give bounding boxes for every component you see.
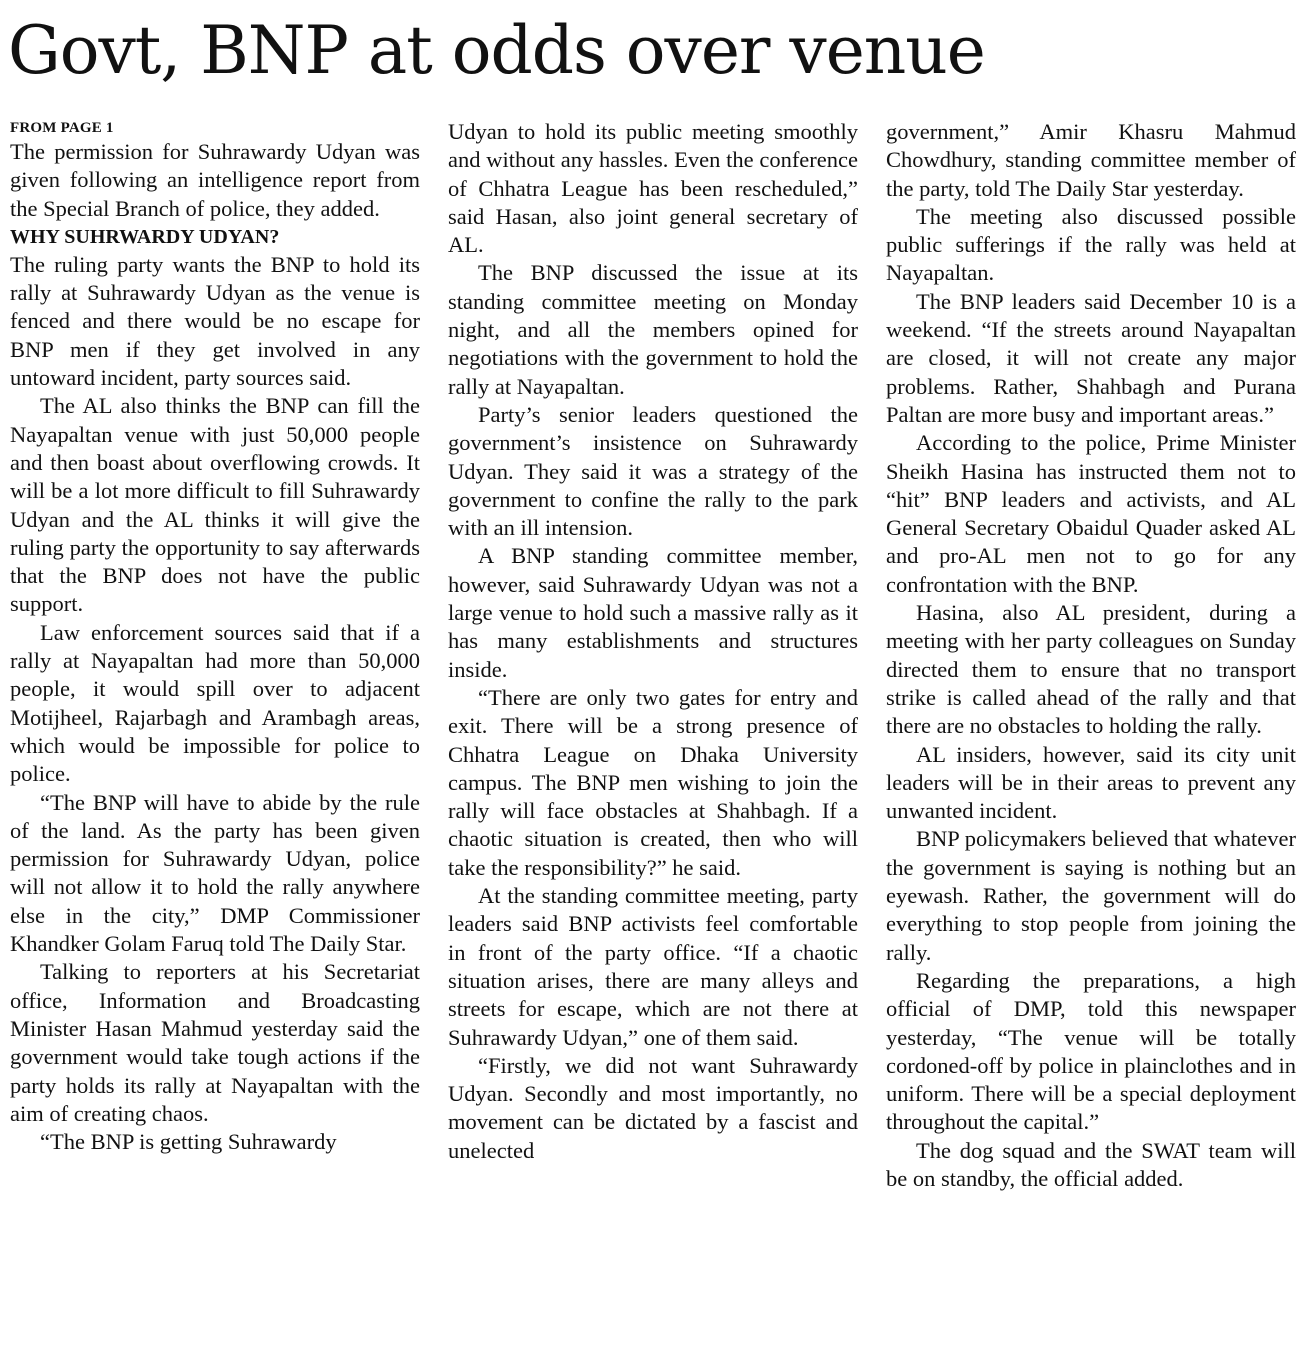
headline: Govt, BNP at odds over venue [8,12,985,89]
paragraph: The permission for Suhrawardy Udyan was given following an intelligence report from the Special Branch of police, they added. [10,139,420,221]
article-column-2 [448,118,858,1343]
paragraph: Udyan to hold its public meeting smoothly and without any hassles. Even the conference of Chhatra League has been rescheduled,” said Hasan, also joint general secretary of AL. [448,119,858,258]
paragraph: The meeting also discussed possible public sufferings if the rally was held at Nayapaltan. [886,203,1296,286]
paragraph: The BNP leaders said December 10 is a weekend. “If the streets around Nayapaltan are closed, it will not create any major problems. Rather, Shahbagh and Purana Paltan are more busy and important areas.” [886,288,1296,427]
paragraph: AL insiders, however, said its city unit leaders will be in their areas to prevent any unwanted incident. [886,741,1296,824]
paragraph: Party’s senior leaders questioned the government’s insistence on Suhrawardy Udyan. They said it was a strategy of the government to confine the rally to the park with an ill intension. [448,401,858,541]
paragraph: According to the police, Prime Minister Sheikh Hasina has instructed them not to “hit” BNP leaders and activists, and AL General Secretary Obaidul Quader asked AL and pro-AL men not to go for any confrontation with the BNP. [886,430,1296,597]
kicker: FROM PAGE 1 [10,120,114,136]
paragraph: government,” Amir Khasru Mahmud Chowdhury, standing committee member of the party, told The Daily Star yesterday. [886,119,1296,201]
subheading: WHY SUHRWARDY UDYAN? [10,225,280,248]
paragraph: Hasina, also AL president, during a meeting with her party colleagues on Sunday directed them to ensure that no transport strike is called ahead of the rally and that there are no obstacles to holding the rally. [886,600,1296,739]
article-column-1 [10,118,420,1343]
paragraph: The dog squad and the SWAT team will be on standby, the official added. [886,1137,1296,1191]
paragraph: Law enforcement sources said that if a rally at Nayapaltan had more than 50,000 people, it would spill over to adjacent Motijheel, Rajarbagh and Arambagh areas, which would be impossible for police to police. [10,619,420,787]
paragraph: Talking to reporters at his Secretariat office, Information and Broadcasting Minister Hasan Mahmud yesterday said the government would take tough actions if the party holds its rally at Nayapaltan with the aim of creating chaos. [10,959,420,1126]
paragraph: The ruling party wants the BNP to hold its rally at Suhrawardy Udyan as the venue is fenced and there would be no escape for BNP men if they get involved in any untoward incident, party sources said. [10,251,420,391]
paragraph: A BNP standing committee member, however, said Suhrawardy Udyan was not a large venue to hold such a massive rally as it has many establishments and structures inside. [448,543,858,682]
paragraph: At the standing committee meeting, party leaders said BNP activists feel comfortable in front of the party office. “If a chaotic situation arises, there are many alleys and streets for escape, which are not there at Suhrawardy Udyan,” one of them said. [448,883,858,1050]
paragraph: “There are only two gates for entry and exit. There will be a strong presence of Chhatra League on Dhaka University campus. The BNP men wishing to join the rally will face obstacles at Shahbagh. If a chaotic situation is created, then who will take the responsibility?” he said. [448,684,858,880]
paragraph: The BNP discussed the issue at its standing committee meeting on Monday night, and all the members opined for negotiations with the government to hold the rally at Nayapaltan. [448,260,858,399]
paragraph: “The BNP will have to abide by the rule of the land. As the party has been given permission for Suhrawardy Udyan, police will not allow it to hold the rally anywhere else in the city,” DMP Commissioner Khandker Golam Faruq told The Daily Star. [10,789,420,957]
paragraph: “Firstly, we did not want Suhrawardy Udyan. Secondly and most importantly, no movement can be dictated by a fascist and unelected [448,1052,858,1163]
article-column-3 [886,118,1296,1343]
paragraph: Regarding the preparations, a high official of DMP, told this newspaper yesterday, “The venue will be totally cordoned-off by police in plainclothes and in uniform. There will be a special deployment throughout the capital.” [886,967,1296,1135]
paragraph: BNP policymakers believed that whatever the government is saying is nothing but an eyewash. Rather, the government will do everything to stop people from joining the rally. [886,826,1296,965]
paragraph: “The BNP is getting Suhrawardy [40,1129,337,1155]
paragraph: The AL also thinks the BNP can fill the Nayapaltan venue with just 50,000 people and then boast about overflowing crowds. It will be a lot more difficult to fill Suhrawardy Udyan and the AL thinks it will give the ruling party the opportunity to say afterwards that the BNP does not have the public support. [10,393,420,617]
